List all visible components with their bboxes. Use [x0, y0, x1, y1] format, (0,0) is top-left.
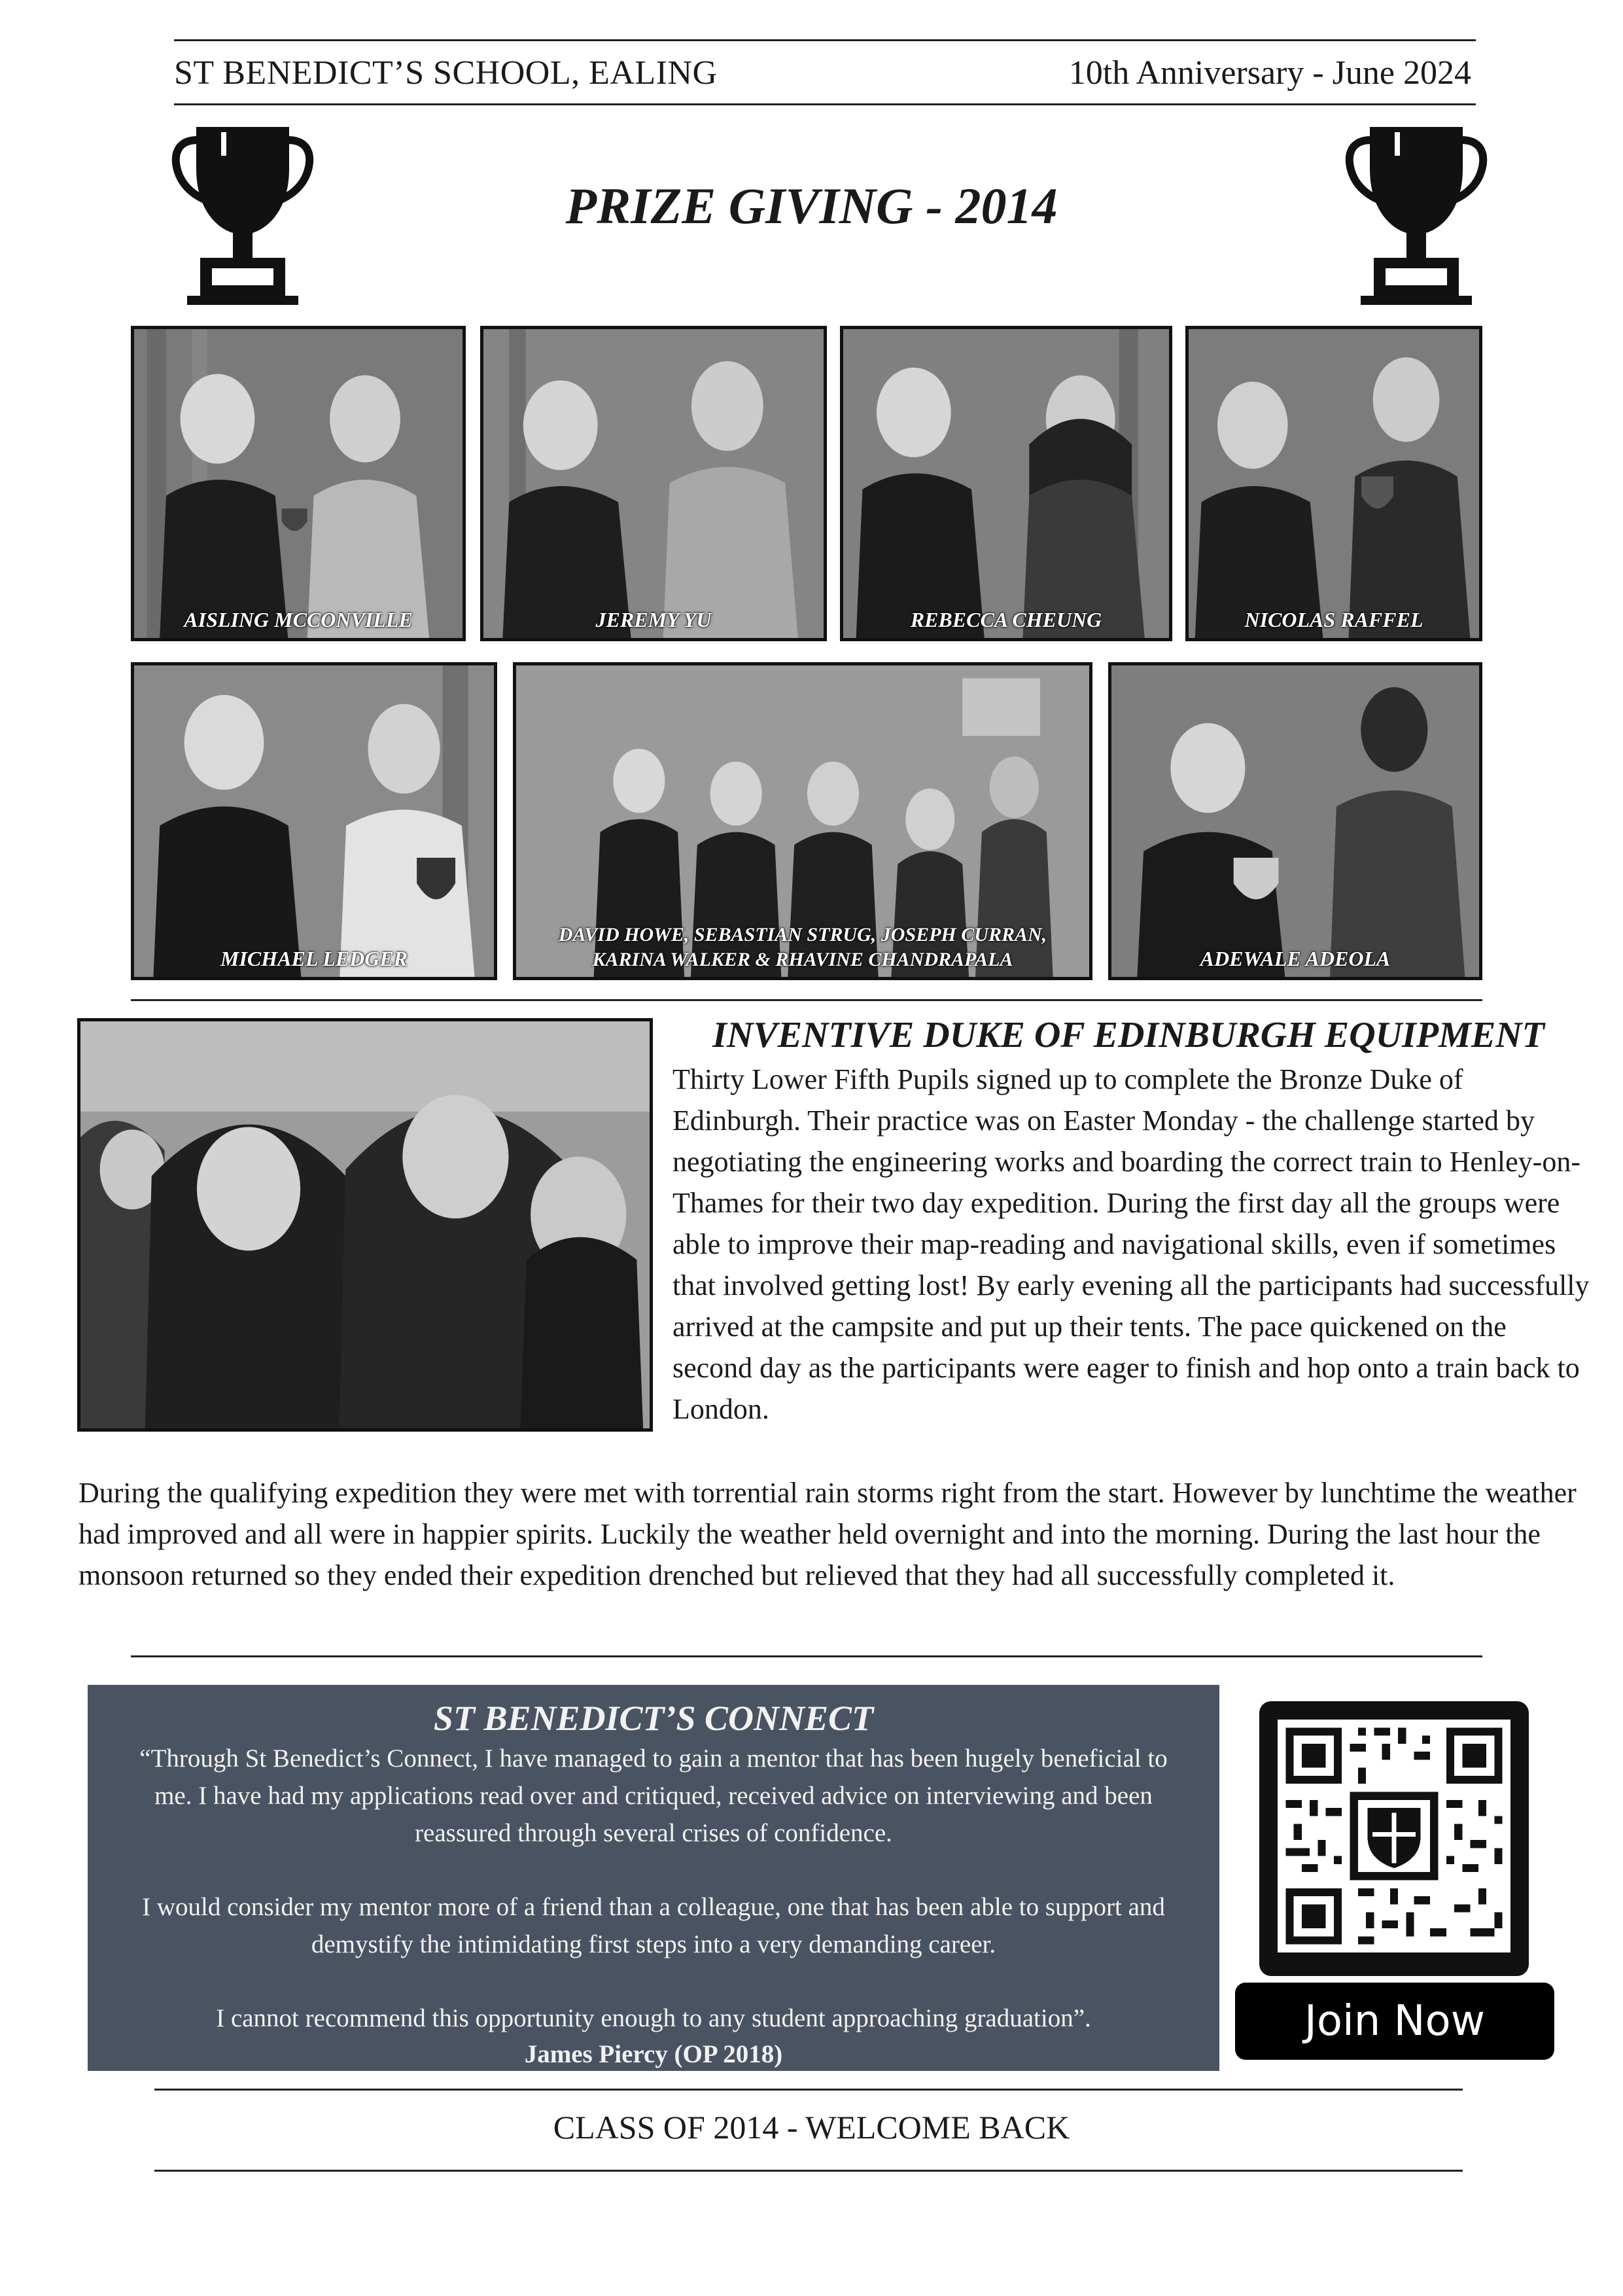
connect-quote: “Through St Benedict’s Connect, I have managed to gain a mentor that has been hugely beneficial to me. I have had my applications read over and critiqued, received advice on interviewing and been reassured through several crises of confidence.: [139, 1744, 1168, 1847]
footer-top-rule: [154, 2089, 1463, 2091]
qr-code-icon[interactable]: [1259, 1701, 1529, 1976]
header-bottom-rule: [174, 103, 1476, 105]
connect-title: ST BENEDICT’S CONNECT: [433, 1699, 874, 1738]
school-name: ST BENEDICT’S SCHOOL, EALING: [174, 54, 718, 92]
photo-caption: ADEWALE ADEOLA: [1200, 947, 1391, 970]
section-divider: [131, 1655, 1482, 1657]
connect-quote: I cannot recommend this opportunity enough to any student approaching graduation”.: [216, 2004, 1091, 2032]
expedition-photo: [77, 1018, 653, 1432]
connect-signature: James Piercy (OP 2018): [524, 2040, 783, 2068]
photo-caption: REBECCA CHEUNG: [910, 608, 1102, 631]
prize-giving-title: PRIZE GIVING - 2014: [565, 177, 1058, 234]
photo-caption: MICHAEL LEDGER: [220, 947, 408, 970]
prize-photo: [131, 326, 466, 641]
photo-caption: AISLING MCCONVILLE: [184, 608, 413, 631]
photo-caption: DAVID HOWE, SEBASTIAN STRUG, JOSEPH CURRAN, KARINA WALKER & RHAVINE CHANDRAPALA: [558, 924, 1047, 970]
photo-caption: JEREMY YU: [595, 608, 712, 631]
join-now-button[interactable]: Join Now: [1235, 1983, 1554, 2060]
prize-photo: [1185, 326, 1482, 641]
connect-panel: [88, 1685, 1219, 2071]
article-title: INVENTIVE DUKE OF EDINBURGH EQUIPMENT: [712, 1015, 1544, 1055]
prize-photo: [1108, 662, 1482, 980]
header-top-rule: [174, 39, 1476, 41]
prize-photo: [840, 326, 1172, 641]
photo-caption: NICOLAS RAFFEL: [1244, 608, 1423, 631]
connect-quote: I would consider my mentor more of a friend than a colleague, one that has been able to support and demystify the intimidating first steps into a very demanding career.: [142, 1893, 1165, 1958]
prize-photo: [131, 662, 497, 980]
section-divider: [131, 999, 1482, 1001]
article-body-column: Thirty Lower Fifth Pupils signed up to complete the Bronze Duke of Edinburgh. Their practice was on Easter Monday - the challenge started by negotiating the engineering works and boarding the correct train to Henley-on-Thames for their two day expedition. During the first day all the groups were able to improve their map-reading and navigational skills, even if sometimes that involved getting lost! By early evening all the participants had successfully arrived at the campsite and put up their tents. The pace quickened on the second day as the participants were eager to finish and hop onto a train back to London.: [672, 1063, 1590, 1425]
article-body-full: During the qualifying expedition they were met with torrential rain storms right from the start. However by lunchtime the weather had improved and all were in happier spirits. Luckily the weather held overnight and into the morning. During the last hour the monsoon returned so they ended their expedition drenched but relieved that they had all successfully completed it.: [79, 1477, 1577, 1591]
footer-bottom-rule: [154, 2170, 1463, 2172]
footer-text: CLASS OF 2014 - WELCOME BACK: [553, 2109, 1070, 2146]
prize-photo: [513, 662, 1092, 980]
edition-label: 10th Anniversary - June 2024: [1068, 54, 1471, 92]
prize-photo: [480, 326, 827, 641]
